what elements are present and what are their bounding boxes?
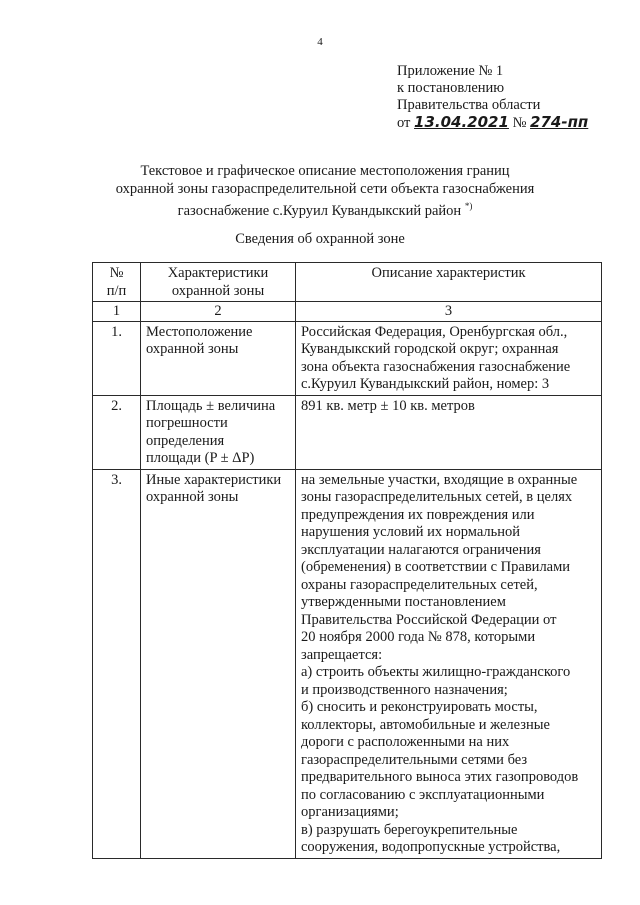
characteristic-line: площади (P ± ΔP) [146, 450, 255, 466]
description-line: Кувандыкский городской округ; охранная [301, 341, 559, 357]
table-header-row [93, 263, 602, 302]
description-line: эксплуатации налагаются ограничения [301, 541, 541, 558]
description-line: по согласованию с эксплуатационными [301, 786, 545, 803]
characteristic-line: Площадь ± величина [146, 397, 276, 414]
header-num-line-1: № [109, 265, 124, 281]
description-line: 20 ноября 2000 года № 878, которыми [301, 629, 536, 645]
table-row [93, 321, 602, 395]
row-characteristic [141, 395, 296, 469]
description-line: а) строить объекты жилищно-гражданского [301, 664, 571, 680]
description-line: сооружения, водопропускные устройства, [301, 839, 561, 855]
number-prefix: № [512, 115, 527, 131]
characteristic-line: Местоположение [146, 323, 253, 340]
table-row [93, 469, 602, 858]
appendix-date-line [397, 114, 588, 132]
appendix-block [397, 63, 588, 132]
description-line: в) разрушать берегоукрепительные [301, 821, 518, 838]
description-line: нарушения условий их нормальной [301, 524, 521, 540]
zone-info-table [92, 262, 602, 859]
row-characteristic [141, 321, 296, 395]
header-characteristic [141, 263, 296, 302]
description-line: организациями; [301, 804, 399, 820]
description-line: б) сносить и реконструировать мосты, [301, 699, 538, 715]
title-line-3-text: газоснабжение с.Куруил Кувандыкский район [177, 202, 462, 219]
column-number-row [93, 302, 602, 322]
page-number: 4 [317, 36, 323, 48]
header-char-line-2: охранной зоны [171, 282, 265, 299]
row-number: 3. [93, 469, 141, 858]
description-line: утвержденными постановлением [301, 594, 506, 610]
description-line: на земельные участки, входящие в охранные [301, 471, 578, 488]
row-description [296, 395, 602, 469]
description-line: 891 кв. метр ± 10 кв. метров [301, 397, 475, 414]
description-line: предварительного выноса этих газопроводов [301, 769, 579, 785]
row-number: 2. [93, 395, 141, 469]
description-line: с.Куруил Кувандыкский район, номер: 3 [301, 376, 550, 392]
description-line: газораспределительными сетями без [301, 751, 528, 768]
column-number: 2 [141, 302, 296, 322]
row-description [296, 321, 602, 395]
description-line: коллекторы, автомобильные и железные [301, 716, 550, 733]
characteristic-line: охранной зоны [146, 489, 239, 505]
description-line: Российская Федерация, Оренбургская обл., [301, 323, 568, 340]
table-row [93, 395, 602, 469]
appendix-line-1: Приложение № 1 [397, 63, 504, 79]
description-line: (обременения) в соответствии с Правилами [301, 559, 571, 575]
description-line: зона объекта газоснабжения газоснабжение [301, 358, 571, 375]
description-line: охраны газораспределительных сетей, [301, 576, 538, 593]
document-title [60, 163, 590, 220]
header-num-line-2: п/п [106, 282, 127, 299]
section-title: Сведения об охранной зоне [235, 231, 405, 247]
description-line: запрещается: [301, 646, 383, 663]
header-description: Описание характеристик [296, 263, 602, 302]
title-line-1: Текстовое и графическое описание местоположения границ [140, 163, 510, 179]
column-number: 1 [93, 302, 141, 322]
handwritten-date: 13.04.2021 [414, 113, 509, 131]
characteristic-line: Иные характеристики [146, 471, 282, 488]
title-line-3 [60, 198, 590, 220]
description-line: и производственного назначения; [301, 681, 508, 698]
description-line: зоны газораспределительных сетей, в целях [301, 489, 573, 505]
description-line: предупреждения их повреждения или [301, 506, 535, 523]
characteristic-line: определения [146, 432, 225, 449]
description-line: дороги с расположенными на них [301, 734, 510, 750]
title-line-2: охранной зоны газораспределительной сети объекта газоснабжения [115, 180, 535, 197]
footnote-mark: *) [464, 201, 473, 211]
row-characteristic [141, 469, 296, 858]
handwritten-number: 274-пп [530, 113, 589, 131]
header-char-line-1: Характеристики [167, 265, 269, 281]
appendix-line-3: Правительства области [397, 97, 541, 113]
characteristic-line: погрешности [146, 415, 228, 431]
date-prefix: от [397, 115, 411, 131]
characteristic-line: охранной зоны [146, 341, 239, 357]
row-number: 1. [93, 321, 141, 395]
row-description [296, 469, 602, 858]
description-line: Правительства Российской Федерации от [301, 611, 557, 628]
column-number: 3 [296, 302, 602, 322]
header-num [93, 263, 141, 302]
appendix-line-2: к постановлению [397, 80, 505, 96]
